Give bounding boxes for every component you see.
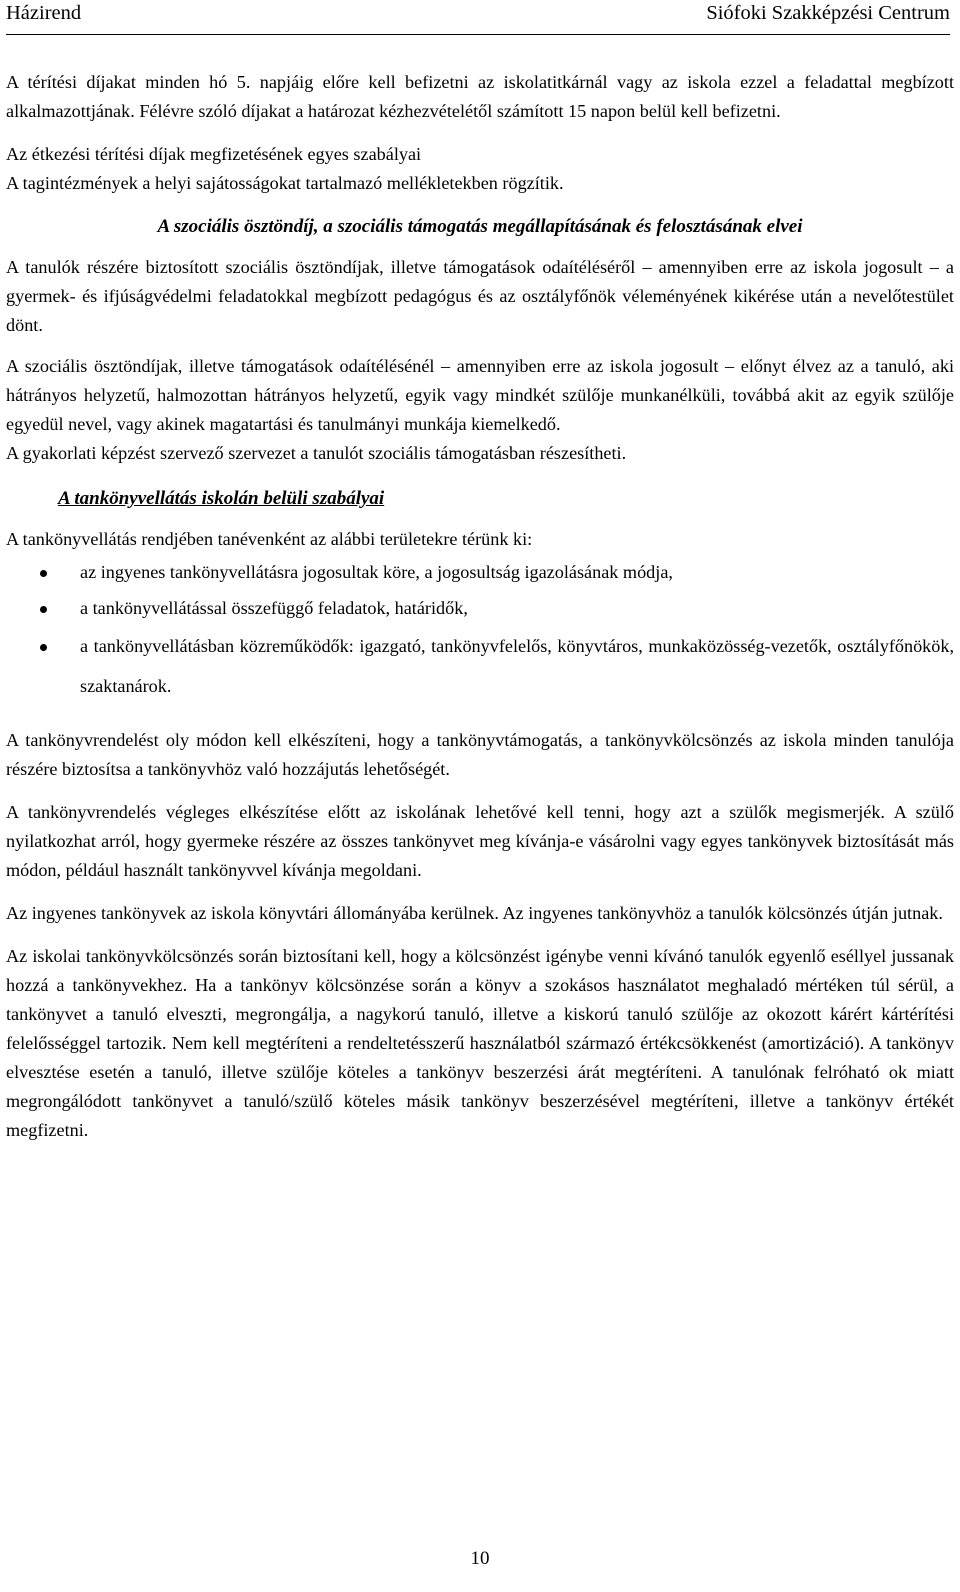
header-institution: Siófoki Szakképzési Centrum <box>706 2 950 24</box>
list-item: a tankönyvellátással összefüggő feladatok, határidők, <box>6 590 954 626</box>
page-header <box>6 0 950 35</box>
paragraph-free-textbooks: Az ingyenes tankönyvek az iskola könyvtári állományába kerülnek. Az ingyenes tankönyvhöz a tanulók kölcsönzés útján jutnak. <box>6 903 943 923</box>
section-heading-social: A szociális ösztöndíj, a szociális támogatás megállapításának és felosztásának elvei <box>157 216 803 237</box>
paragraph-meal-fees-text: A tagintézmények a helyi sajátosságokat tartalmazó mellékletekben rögzítik. <box>6 173 564 193</box>
list-item: a tankönyvellátásban közreműködők: igazgató, tankönyvfelelős, könyvtáros, munkaközösség-vezetők, osztályfőnökök, szaktanárok. <box>6 626 954 706</box>
bullet-icon <box>40 570 47 577</box>
paragraph-scholarship-decision: A tanulók részére biztosított szociális ösztöndíjak, illetve támogatások odaítéléséről – amennyiben erre az iskola jogosult – a gyermek- és ifjúságvédelmi feladatokkal megbízott pedagógus és az osztályfőnök véleményének kikérése után a nevelőtestület dönt. <box>6 257 954 335</box>
page-number: 10 <box>470 1548 490 1569</box>
bullet-icon <box>40 606 47 613</box>
section-heading-textbooks: A tankönyvellátás iskolán belüli szabályai <box>58 488 385 509</box>
paragraph-textbook-ordering: A tankönyvrendelést oly módon kell elkészíteni, hogy a tankönyvtámogatás, a tankönyvkölcsönzés az iskola minden tanulója részére biztosítsa a tankönyvhöz való hozzájutás lehetőségét. <box>6 730 954 779</box>
paragraph-parent-review: A tankönyvrendelés végleges elkészítése előtt az iskolának lehetővé kell tenni, hogy azt a szülők megismerjék. A szülő nyilatkozhat arról, hogy gyermeke részére az összes tankönyvet meg kívánja-e vásárolni vagy egyes tankönyvek biztosítását más módon, például használt tankönyvvel kívánja megoldani. <box>6 802 954 880</box>
header-title: Házirend <box>6 2 82 24</box>
paragraph-practical-training: A gyakorlati képzést szervező szervezet a tanulót szociális támogatásban részesítheti. <box>6 443 627 463</box>
paragraph-scholarship-priority: A szociális ösztöndíjak, illetve támogatások odaítélésénél – amennyiben erre az iskola jogosult – előnyt élvez az a tanuló, aki hátrányos helyzetű, halmozottan hátrányos helyzetű, egyik vagy mindkét szülője munkanélküli, továbbá akit az egyik szülője egyedül nevel, vagy akinek magatartási és tanulmányi munkája kiemelkedő. <box>6 356 954 434</box>
bullet-icon <box>40 644 47 651</box>
textbook-topics-list <box>6 554 954 706</box>
document-body <box>6 68 954 1145</box>
paragraph-textbook-intro: A tankönyvellátás rendjében tanévenként az alábbi területekre térünk ki: <box>6 529 533 549</box>
paragraph-meal-fees-title: Az étkezési térítési díjak megfizetésének egyes szabályai <box>6 144 422 164</box>
paragraph-textbook-lending: Az iskolai tankönyvkölcsönzés során biztosítani kell, hogy a kölcsönzést igénybe venni kívánó tanulók egyenlő eséllyel jussanak hozzá a tankönyvekhez. Ha a tankönyv kölcsönzése során a könyv a szokásos használatot meghaladó mértéken túl sérül, a tankönyvet a tanuló elveszti, megrongálja, a nagykorú tanuló, illetve a kiskorú tanuló szülője az okozott kárért kártérítési felelősséggel tartozik. Nem kell megtéríteni a rendeltetésszerű használatból származó értékcsökkenést (amortizáció). A tankönyv elvesztése esetén a tanuló, illetve szülője köteles a tankönyv beszerzési árát megtéríteni. A tanulónak felróható ok miatt megrongálódott tankönyvet a tanuló/szülő köteles másik tankönyv beszerzésével megtéríteni, illetve a tankönyv értékét megfizetni. <box>6 946 954 1140</box>
list-item: az ingyenes tankönyvellátásra jogosultak köre, a jogosultság igazolásának módja, <box>6 554 954 590</box>
paragraph-fee-payment: A térítési díjakat minden hó 5. napjáig előre kell befizetni az iskolatitkárnál vagy az iskola ezzel a feladattal megbízott alkalmazottjának. Félévre szóló díjakat a határozat kézhezvételétől számított 15 napon belül kell befizetni. <box>6 72 954 121</box>
